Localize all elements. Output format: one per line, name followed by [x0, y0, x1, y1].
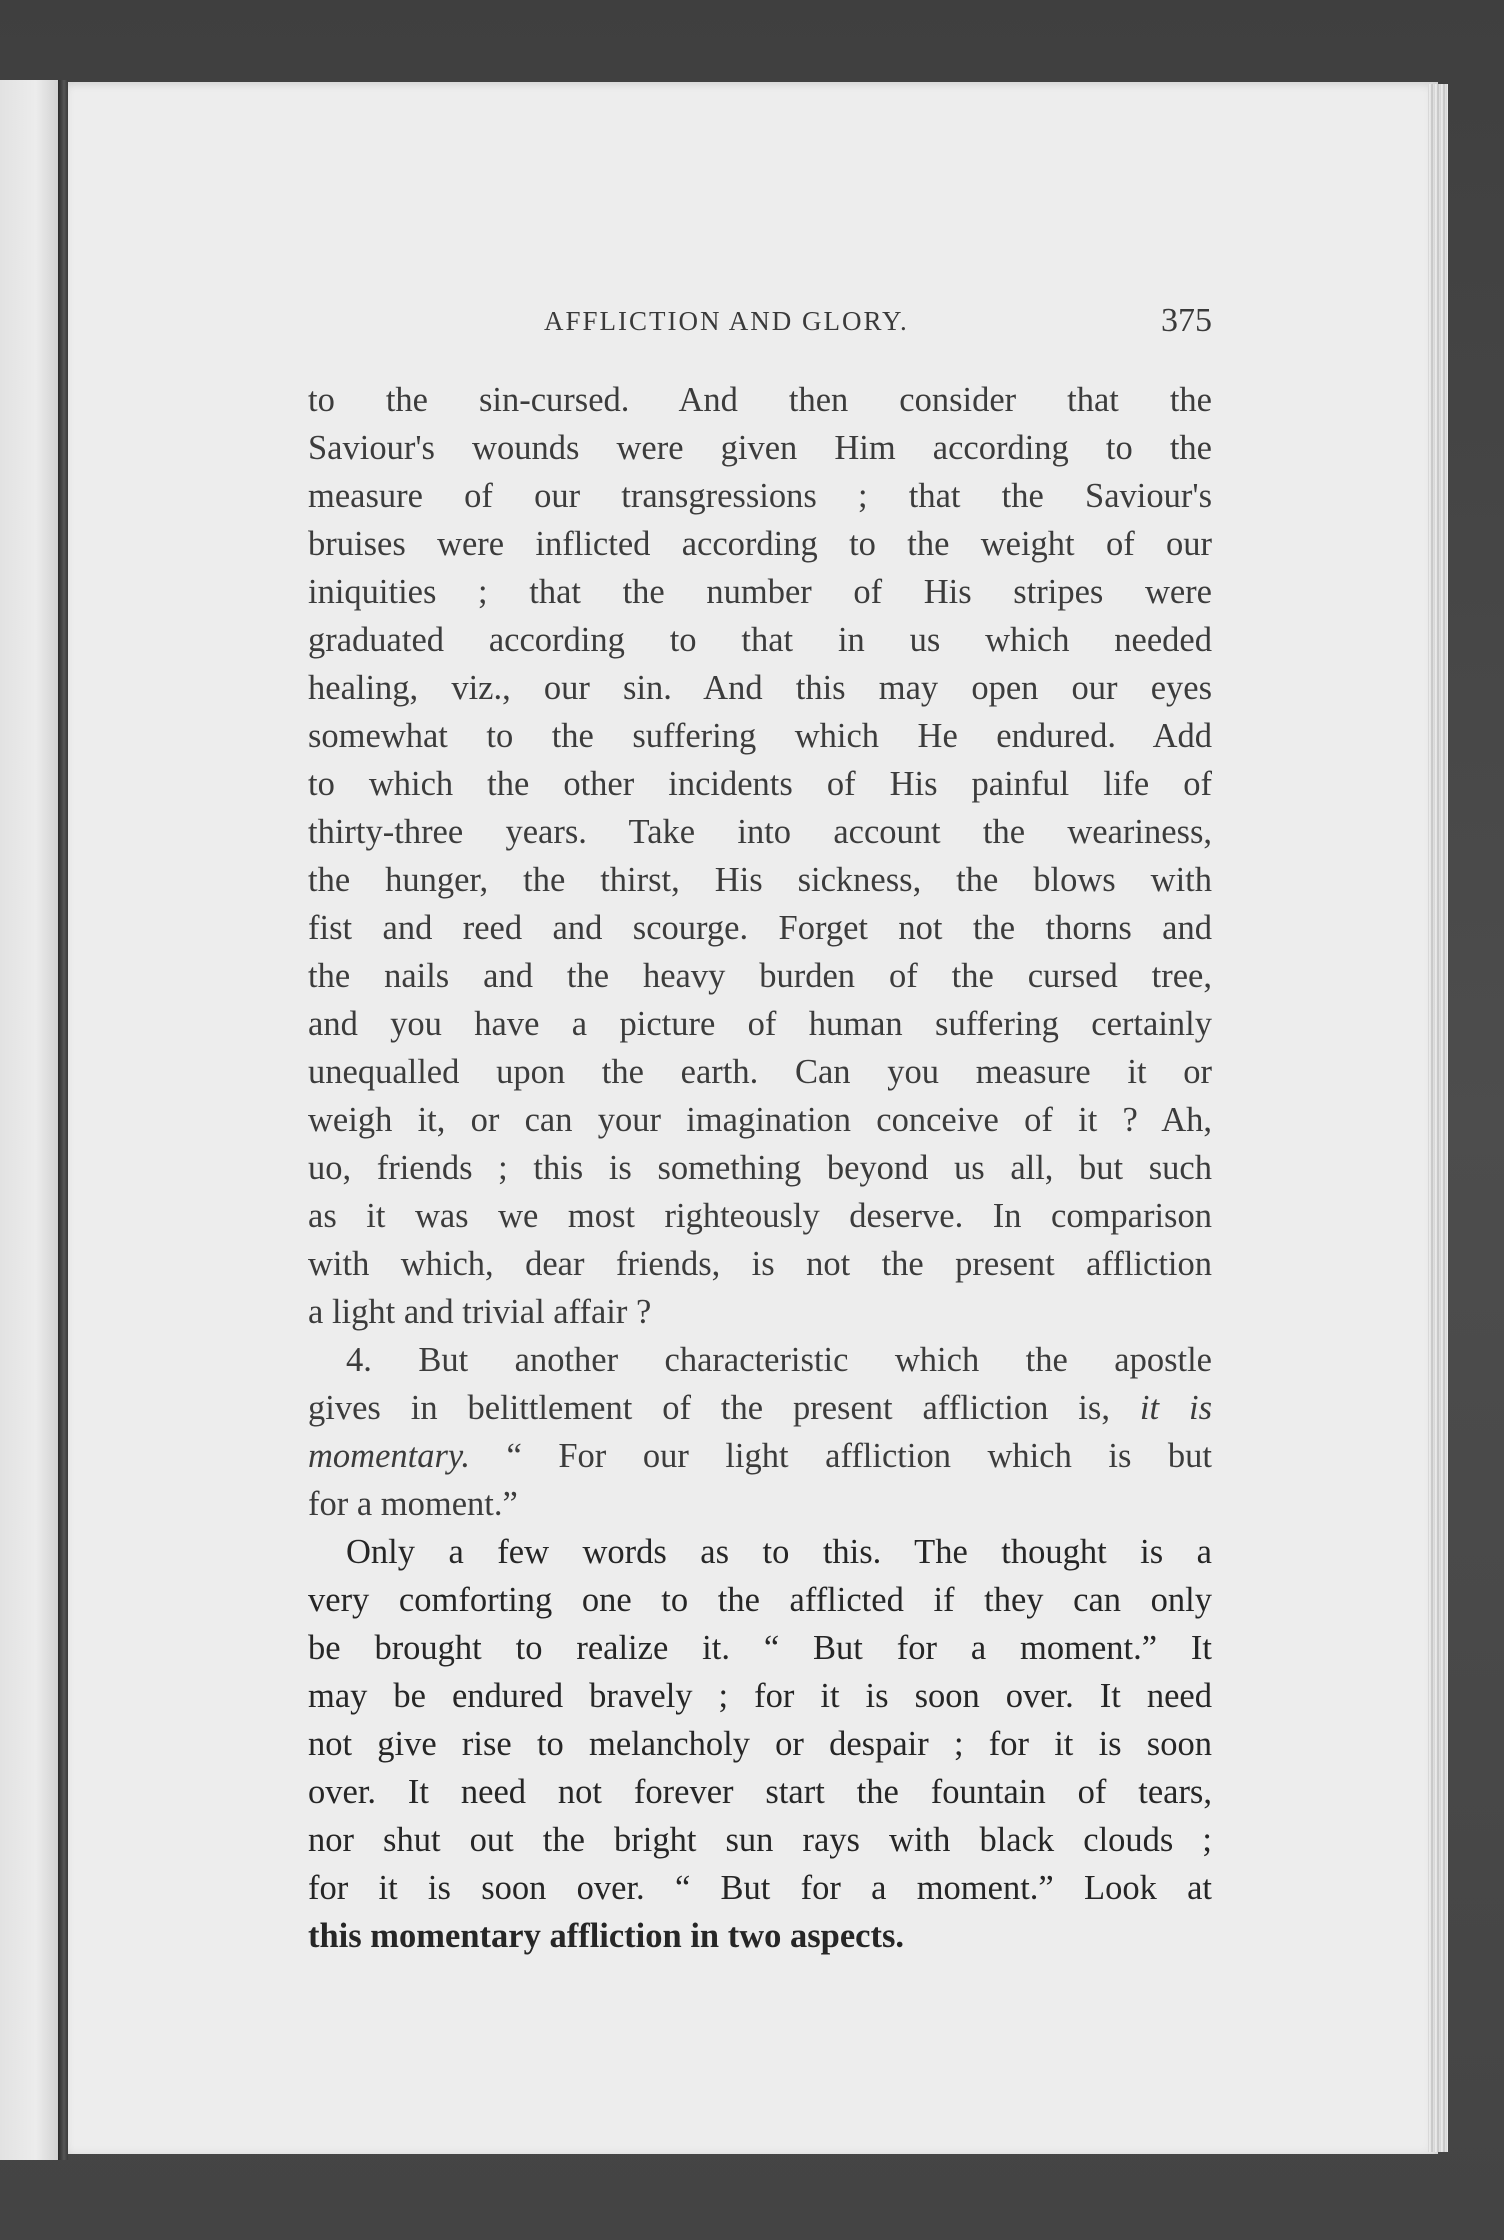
text-line: 4. But another characteristic which the apostle [346, 1341, 1212, 1379]
text-line: iniquities ; that the number of His stripes were [308, 573, 1212, 611]
running-head: AFFLICTION AND GLORY. [544, 306, 909, 336]
page-number: 375 [1161, 302, 1212, 339]
text-line: to the sin-cursed. And then consider that the [308, 381, 1212, 419]
text-line: very comforting one to the afflicted if they can only [308, 1581, 1212, 1619]
italic-emphasis: it is [1139, 1389, 1212, 1427]
text-line [308, 1432, 1212, 1480]
text-segment: “ For our light affliction which is but [469, 1437, 1212, 1475]
text-line: nor shut out the bright sun rays with black clouds ; [308, 1821, 1212, 1859]
text-line: bruises were inflicted according to the weight of our [308, 525, 1212, 563]
text-line: graduated according to that in us which needed [308, 621, 1212, 659]
text-line: the nails and the heavy burden of the cursed tree, [308, 957, 1212, 995]
body-text [308, 376, 1212, 1960]
text-line: with which, dear friends, is not the present affliction [308, 1245, 1212, 1283]
text-line: healing, viz., our sin. And this may open our eyes [308, 669, 1212, 707]
text-line: uo, friends ; this is something beyond us all, but such [308, 1149, 1212, 1187]
text-line: over. It need not forever start the fountain of tears, [308, 1773, 1212, 1811]
paragraph-1 [308, 376, 1212, 1336]
text-line: weigh it, or can your imagination conceive of it ? Ah, [308, 1101, 1212, 1139]
paragraph-3 [308, 1528, 1212, 1960]
text-line: the hunger, the thirst, His sickness, the blows with [308, 861, 1212, 899]
page-fore-edge [1428, 84, 1448, 2152]
text-line: to which the other incidents of His painful life of [308, 765, 1212, 803]
book-gutter [58, 80, 68, 2160]
italic-emphasis: momentary. [308, 1437, 470, 1475]
text-segment: gives in belittlement of the present affliction is, [308, 1389, 1140, 1427]
text-line: for it is soon over. “ But for a moment.” Look at [308, 1869, 1212, 1907]
text-line [308, 1384, 1212, 1432]
text-line: somewhat to the suffering which He endured. Add [308, 717, 1212, 755]
paragraph-2 [308, 1336, 1212, 1528]
text-line: be brought to realize it. “ But for a moment.” It [308, 1629, 1212, 1667]
facing-page-edge [0, 80, 60, 2160]
text-line: this momentary affliction in two aspects. [308, 1917, 905, 1955]
text-line: and you have a picture of human suffering certainly [308, 1005, 1212, 1043]
text-line: measure of our transgressions ; that the Saviour's [308, 477, 1212, 515]
text-line: Saviour's wounds were given Him according to the [308, 429, 1212, 467]
text-line: as it was we most righteously deserve. In comparison [308, 1197, 1212, 1235]
text-line: Only a few words as to this. The thought is a [346, 1533, 1212, 1571]
text-line: fist and reed and scourge. Forget not the thorns and [308, 909, 1212, 947]
text-line: for a moment.” [308, 1485, 518, 1523]
page-header [308, 302, 1212, 352]
text-line: unequalled upon the earth. Can you measure it or [308, 1053, 1212, 1091]
text-line: thirty-three years. Take into account the weariness, [308, 813, 1212, 851]
text-line: not give rise to melancholy or despair ; for it is soon [308, 1725, 1212, 1763]
text-line: may be endured bravely ; for it is soon over. It need [308, 1677, 1212, 1715]
text-line: a light and trivial affair ? [308, 1293, 652, 1331]
